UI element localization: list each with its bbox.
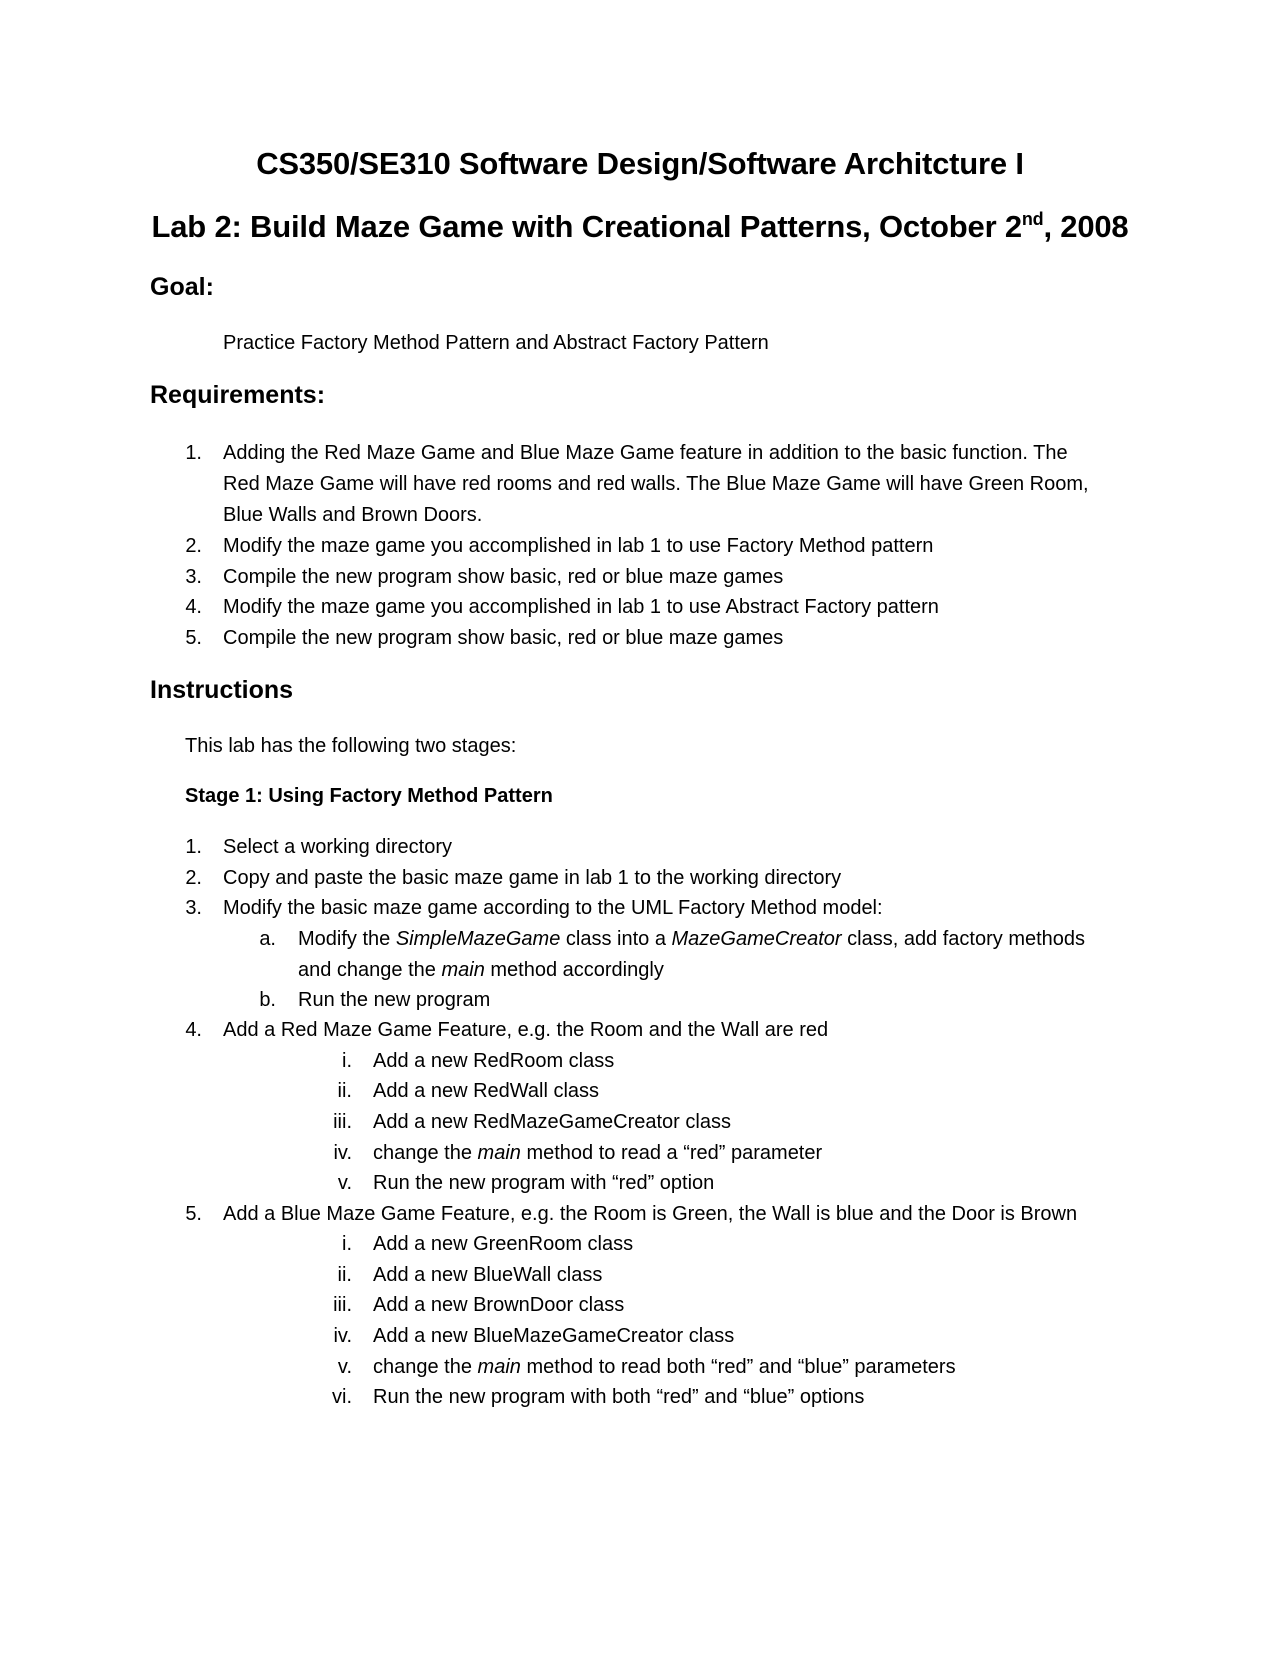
roman-text: Run the new program with “red” option [373,1172,715,1194]
roman-numeral: i. [342,1050,352,1072]
method-name-main: main [441,959,485,981]
list-number: 1. [185,836,202,858]
list-number: 1. [185,442,202,464]
requirement-text: Compile the new program show basic, red or blue maze games [223,627,784,649]
goal-heading: Goal: [150,273,214,301]
substep-text: Modify the SimpleMazeGame class into a MazeGameCreator class, add factory methods [298,928,1086,950]
list-number: 5. [185,1203,202,1225]
list-number: 3. [185,897,202,919]
class-name-mazegamecreator: MazeGameCreator [671,928,842,950]
roman-numeral: i. [342,1233,352,1255]
list-number: 2. [185,535,202,557]
requirement-text: Modify the maze game you accomplished in lab 1 to use Factory Method pattern [223,535,934,557]
step-text: Modify the basic maze game according to the UML Factory Method model: [223,897,883,919]
step-text: Add a Blue Maze Game Feature, e.g. the Room is Green, the Wall is blue and the Door is Brown [223,1203,1078,1225]
roman-numeral: iv. [333,1142,352,1164]
requirement-text: Compile the new program show basic, red or blue maze games [223,566,784,588]
subtitle-tail: , 2008 [1043,209,1129,244]
roman-text: Add a new BlueWall class [373,1264,603,1286]
roman-text: Add a new RedRoom class [373,1050,615,1072]
requirement-text-line-2: Red Maze Game will have red rooms and red walls. The Blue Maze Game will have Green Room, [223,473,1089,495]
roman-numeral: iv. [333,1325,352,1347]
instructions-intro: This lab has the following two stages: [185,735,517,757]
list-number: 2. [185,867,202,889]
list-number: 4. [185,1019,202,1041]
document-subtitle [0,209,1280,245]
roman-text: Add a new RedWall class [373,1080,600,1102]
roman-text: Add a new GreenRoom class [373,1233,634,1255]
substep-text: Run the new program [298,989,491,1011]
subtitle-main: Lab 2: Build Maze Game with Creational Patterns, October 2 [151,209,1022,244]
class-name-simplemazegame: SimpleMazeGame [395,928,561,950]
roman-numeral: vi. [332,1386,352,1408]
roman-text: Add a new RedMazeGameCreator class [373,1111,731,1133]
roman-text: Run the new program with both “red” and “blue” options [373,1386,865,1408]
instructions-heading: Instructions [150,676,294,704]
subtitle-superscript: nd [1021,209,1044,229]
goal-text: Practice Factory Method Pattern and Abstract Factory Pattern [223,332,769,354]
step-text: Select a working directory [223,836,452,858]
requirements-heading: Requirements: [150,381,326,409]
method-name-main: main [477,1142,521,1164]
roman-numeral: iii. [333,1111,352,1133]
title-line-1: CS350/SE310 Software Design/Software Architcture I [256,146,1024,181]
substep-text: and change the main method accordingly [298,959,664,981]
roman-numeral: v. [337,1172,352,1194]
roman-text: Add a new BrownDoor class [373,1294,625,1316]
step-text: Add a Red Maze Game Feature, e.g. the Room and the Wall are red [223,1019,829,1041]
roman-text: Add a new BlueMazeGameCreator class [373,1325,735,1347]
roman-numeral: iii. [333,1294,352,1316]
roman-text: change the main method to read both “red” and “blue” parameters [373,1356,956,1378]
document-title [0,146,1280,182]
stage-1-title: Stage 1: Using Factory Method Pattern [185,785,553,807]
list-number: 5. [185,627,202,649]
substep-letter: a. [259,928,276,950]
requirement-text: Modify the maze game you accomplished in lab 1 to use Abstract Factory pattern [223,596,939,618]
requirement-text-line-3: Blue Walls and Brown Doors. [223,504,483,526]
method-name-main: main [477,1356,521,1378]
step-text: Copy and paste the basic maze game in lab 1 to the working directory [223,867,842,889]
requirement-text-line-1: Adding the Red Maze Game and Blue Maze Game feature in addition to the basic function. The [223,442,1068,464]
roman-numeral: ii. [337,1080,352,1102]
roman-text: change the main method to read a “red” parameter [373,1142,823,1164]
list-number: 4. [185,596,202,618]
list-number: 3. [185,566,202,588]
roman-numeral: v. [337,1356,352,1378]
roman-numeral: ii. [337,1264,352,1286]
substep-letter: b. [259,989,276,1011]
